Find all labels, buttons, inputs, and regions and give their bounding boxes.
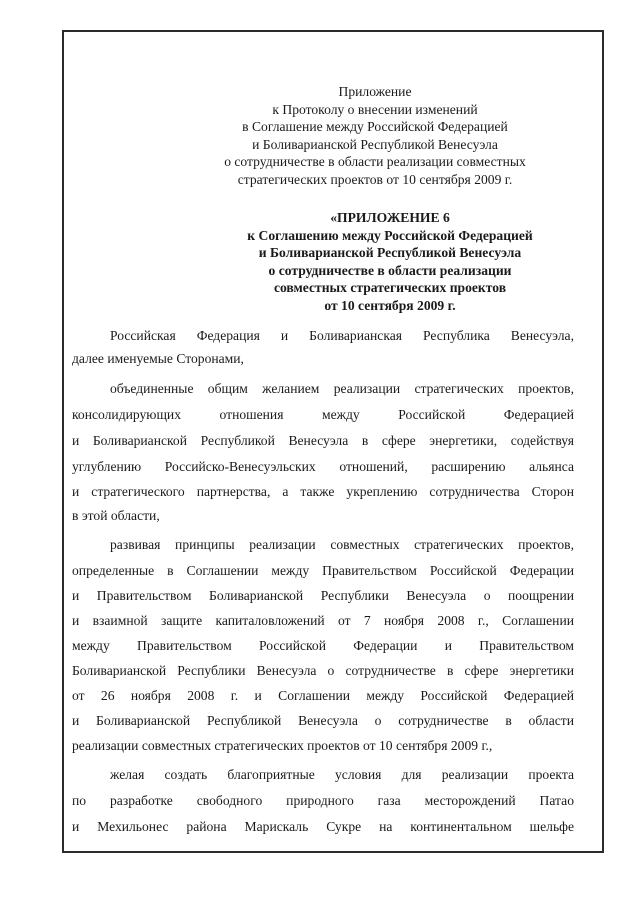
body-line: Российская Федерация и Боливарианская Республика Венесуэла, <box>110 328 574 343</box>
body-line: в этой области, <box>72 508 160 523</box>
annex-header <box>200 83 550 189</box>
title-line: о сотрудничестве в области реализации <box>268 262 512 278</box>
body-line: и Боливарианской Республикой Венесуэла о сотрудничестве в области <box>72 713 574 728</box>
body-line: между Правительством Российской Федерации и Правительством <box>72 638 574 653</box>
header-line: в Соглашение между Российской Федерацией <box>242 119 508 135</box>
body-line: углублению Российско-Венесуэльских отношений, расширению альянса <box>72 459 574 474</box>
body-line: консолидирующих отношения между Российской Федерацией <box>72 407 574 422</box>
header-line: Приложение <box>338 84 412 99</box>
body-line: развивая принципы реализации совместных стратегических проектов, <box>110 537 574 552</box>
body-line: далее именуемые Сторонами, <box>72 351 244 366</box>
body-line: реализации совместных стратегических проектов от 10 сентября 2009 г., <box>72 738 493 753</box>
body-line: Боливарианской Республики Венесуэла о сотрудничестве в сфере энергетики <box>72 663 574 678</box>
body-line: объединенные общим желанием реализации стратегических проектов, <box>110 381 574 396</box>
title-line: от 10 сентября 2009 г. <box>324 297 456 313</box>
header-line: о сотрудничестве в области реализации совместных <box>224 154 526 170</box>
title-line: и Боливарианской Республикой Венесуэла <box>258 245 522 261</box>
annex-title <box>200 209 580 315</box>
header-line: к Протоколу о внесении изменений <box>272 101 478 117</box>
body-line: желая создать благоприятные условия для реализации проекта <box>110 767 574 782</box>
body-line: и взаимной защите капиталовложений от 7 ноября 2008 г., Соглашении <box>72 613 574 628</box>
body-line: и Правительством Боливарианской Республики Венесуэла о поощрении <box>72 588 574 603</box>
header-line: и Боливарианской Республикой Венесуэла <box>252 136 498 152</box>
body-line: определенные в Соглашении между Правительством Российской Федерации <box>72 563 574 578</box>
body-line: и стратегического партнерства, а также укреплению сотрудничества Сторон <box>72 484 574 499</box>
header-line: стратегических проектов от 10 сентября 2009 г. <box>237 171 513 187</box>
body-line: и Боливарианской Республикой Венесуэла в сфере энергетики, содействуя <box>72 433 574 448</box>
title-line: к Соглашению между Российской Федерацией <box>247 227 533 243</box>
body-line: и Мехильонес района Марискаль Сукре на континентальном шельфе <box>72 819 574 834</box>
body-line: по разработке свободного природного газа месторождений Патао <box>72 793 574 808</box>
title-line: совместных стратегических проектов <box>273 280 507 296</box>
title-line: «ПРИЛОЖЕНИЕ 6 <box>330 210 450 225</box>
body-line: от 26 ноября 2008 г. и Соглашении между Российской Федерацией <box>72 688 574 703</box>
